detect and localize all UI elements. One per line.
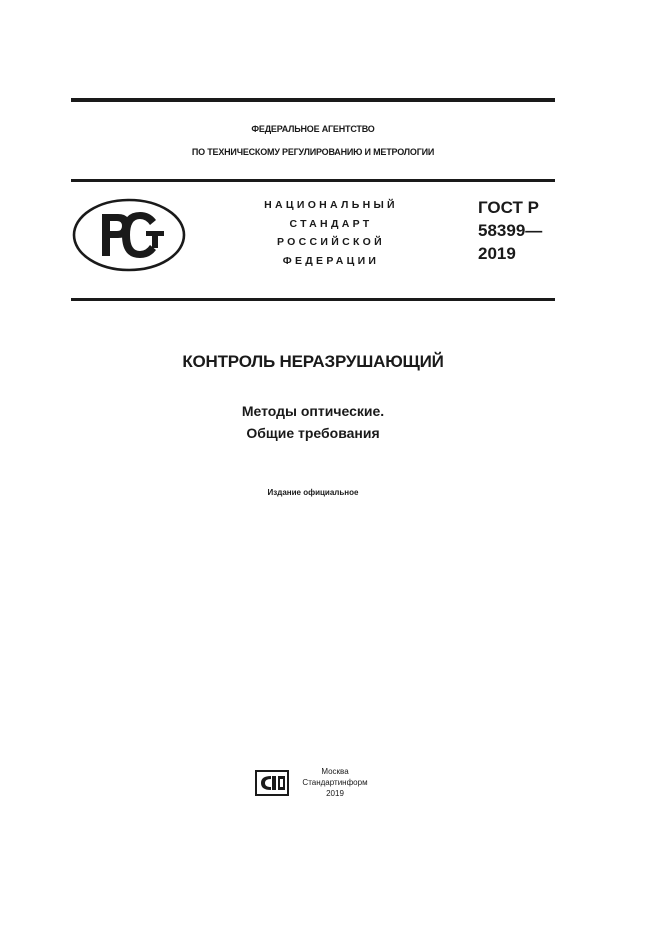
rst-certification-mark-icon: [72, 198, 186, 272]
subtitle-line-1: Методы оптические.: [241, 403, 385, 419]
agency-line-2: ПО ТЕХНИЧЕСКОМУ РЕГУЛИРОВАНИЮ И МЕТРОЛОГИИ: [191, 147, 435, 157]
document-subtitle: [71, 400, 555, 444]
national-line-2: СТАНДАРТ: [289, 217, 373, 230]
agency-line-1: ФЕДЕРАЛЬНОЕ АГЕНТСТВО: [251, 124, 375, 134]
publisher-city: Москва: [321, 767, 349, 776]
subtitle-line-2: Общие требования: [246, 425, 380, 441]
top-rule: [71, 98, 555, 102]
gost-year: 2019: [478, 244, 516, 263]
standartinform-logo-icon: [255, 770, 289, 796]
gost-designation: [478, 196, 542, 265]
document-title: КОНТРОЛЬ НЕРАЗРУШАЮЩИЙ: [182, 352, 444, 371]
national-standard-label: [246, 196, 416, 270]
national-line-3: РОССИЙСКОЙ: [277, 236, 385, 248]
publisher-year: 2019: [326, 789, 344, 798]
edition-note: Издание официальное: [267, 488, 359, 497]
middle-rule: [71, 179, 555, 182]
publisher-name: Стандартинформ: [302, 778, 368, 787]
gost-number: 58399—: [478, 221, 543, 240]
gost-prefix: ГОСТ Р: [478, 198, 539, 217]
national-line-4: ФЕДЕРАЦИИ: [282, 254, 380, 267]
publisher-block: [295, 766, 375, 799]
bottom-rule: [71, 298, 555, 301]
national-line-1: НАЦИОНАЛЬНЫЙ: [264, 199, 398, 211]
